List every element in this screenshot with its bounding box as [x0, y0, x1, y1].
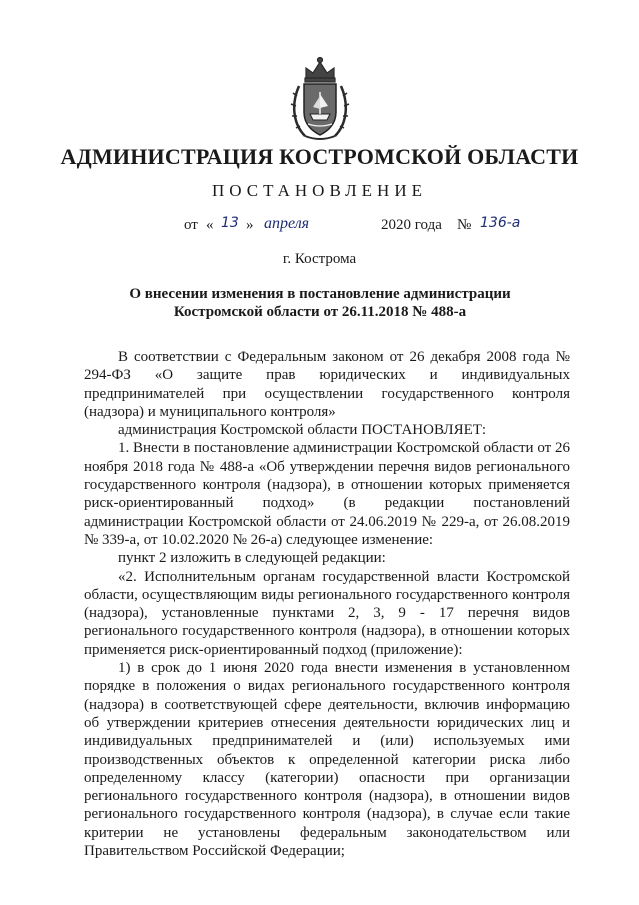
body-paragraph: администрация Костромской области ПОСТАНОВЛЯЕТ:	[118, 422, 487, 439]
body-paragraph: пункт 2 изложить в следующей редакции:	[118, 550, 386, 567]
quote-close: »	[246, 217, 254, 233]
document-type-title: ПОСТАНОВЛЕНИЕ	[211, 181, 427, 200]
body-paragraph: «2. Исполнительным органам государственной власти Костромской области, осуществляющим виды регионального государственного контроля (надзора), установленные пунктами 2, 3, 9 - 17 перечня видов регионального государственного контроля (надзора), в отношении которых применяется риск-ориентированный подход (приложение):	[84, 568, 570, 658]
document-body	[84, 348, 570, 860]
date-year: 2020 года	[381, 217, 442, 233]
coat-of-arms-emblem	[289, 56, 351, 142]
date-prefix: от	[184, 217, 198, 233]
subject-line: О внесении изменения в постановление администрации	[129, 286, 511, 302]
quote-open: «	[206, 217, 214, 233]
body-paragraph: 1. Внести в постановление администрации Костромской области от 26 ноября 2018 года № 488-а «Об утверждении перечня видов регионального государственного контроля (надзора), в отношении которых применяется риск-ориентированный подход» (в редакции постановлений администрации Костромской области от 24.06.2019 № 229-а, от 26.08.2019 № 339-а, от 10.02.2020 № 26-а) следующее изменение:	[84, 440, 570, 548]
body-paragraph: 1) в срок до 1 июня 2020 года внести изменения в установленном порядке в положения о видах регионального государственного контроля (надзора) в соответствующей сфере деятельности, включив информацию об утверждении критериев отнесения деятельности юридических лиц и индивидуальных предпринимателей и (или) используемых ими производственных объектов к определенной категории риска либо определенному классу (категории) опасности при организации регионального государственного контроля (надзора), в отношении видов регионального государственного контроля (надзора), в случае если такие критерии не установлены федеральным законодательством или Правительством Российской Федерации;	[84, 660, 570, 860]
date-and-number-line	[0, 217, 639, 241]
handwritten-number: 136-а	[480, 215, 521, 231]
subject-line: Костромской области от 26.11.2018 № 488-а	[173, 304, 467, 320]
body-paragraph: В соответствии с Федеральным законом от 26 декабря 2008 года № 294-ФЗ «О защите прав юридических и индивидуальных предпринимателей при осуществлении государственного контроля (надзора) и муниципального контроля»	[84, 349, 570, 420]
handwritten-day: 13	[221, 215, 239, 231]
document-subject	[80, 285, 560, 321]
organization-title: АДМИНИСТРАЦИЯ КОСТРОМСКОЙ ОБЛАСТИ	[60, 144, 579, 169]
city-name: г. Кострома	[282, 251, 357, 267]
number-label: №	[457, 217, 472, 233]
handwritten-month: апреля	[264, 215, 310, 232]
